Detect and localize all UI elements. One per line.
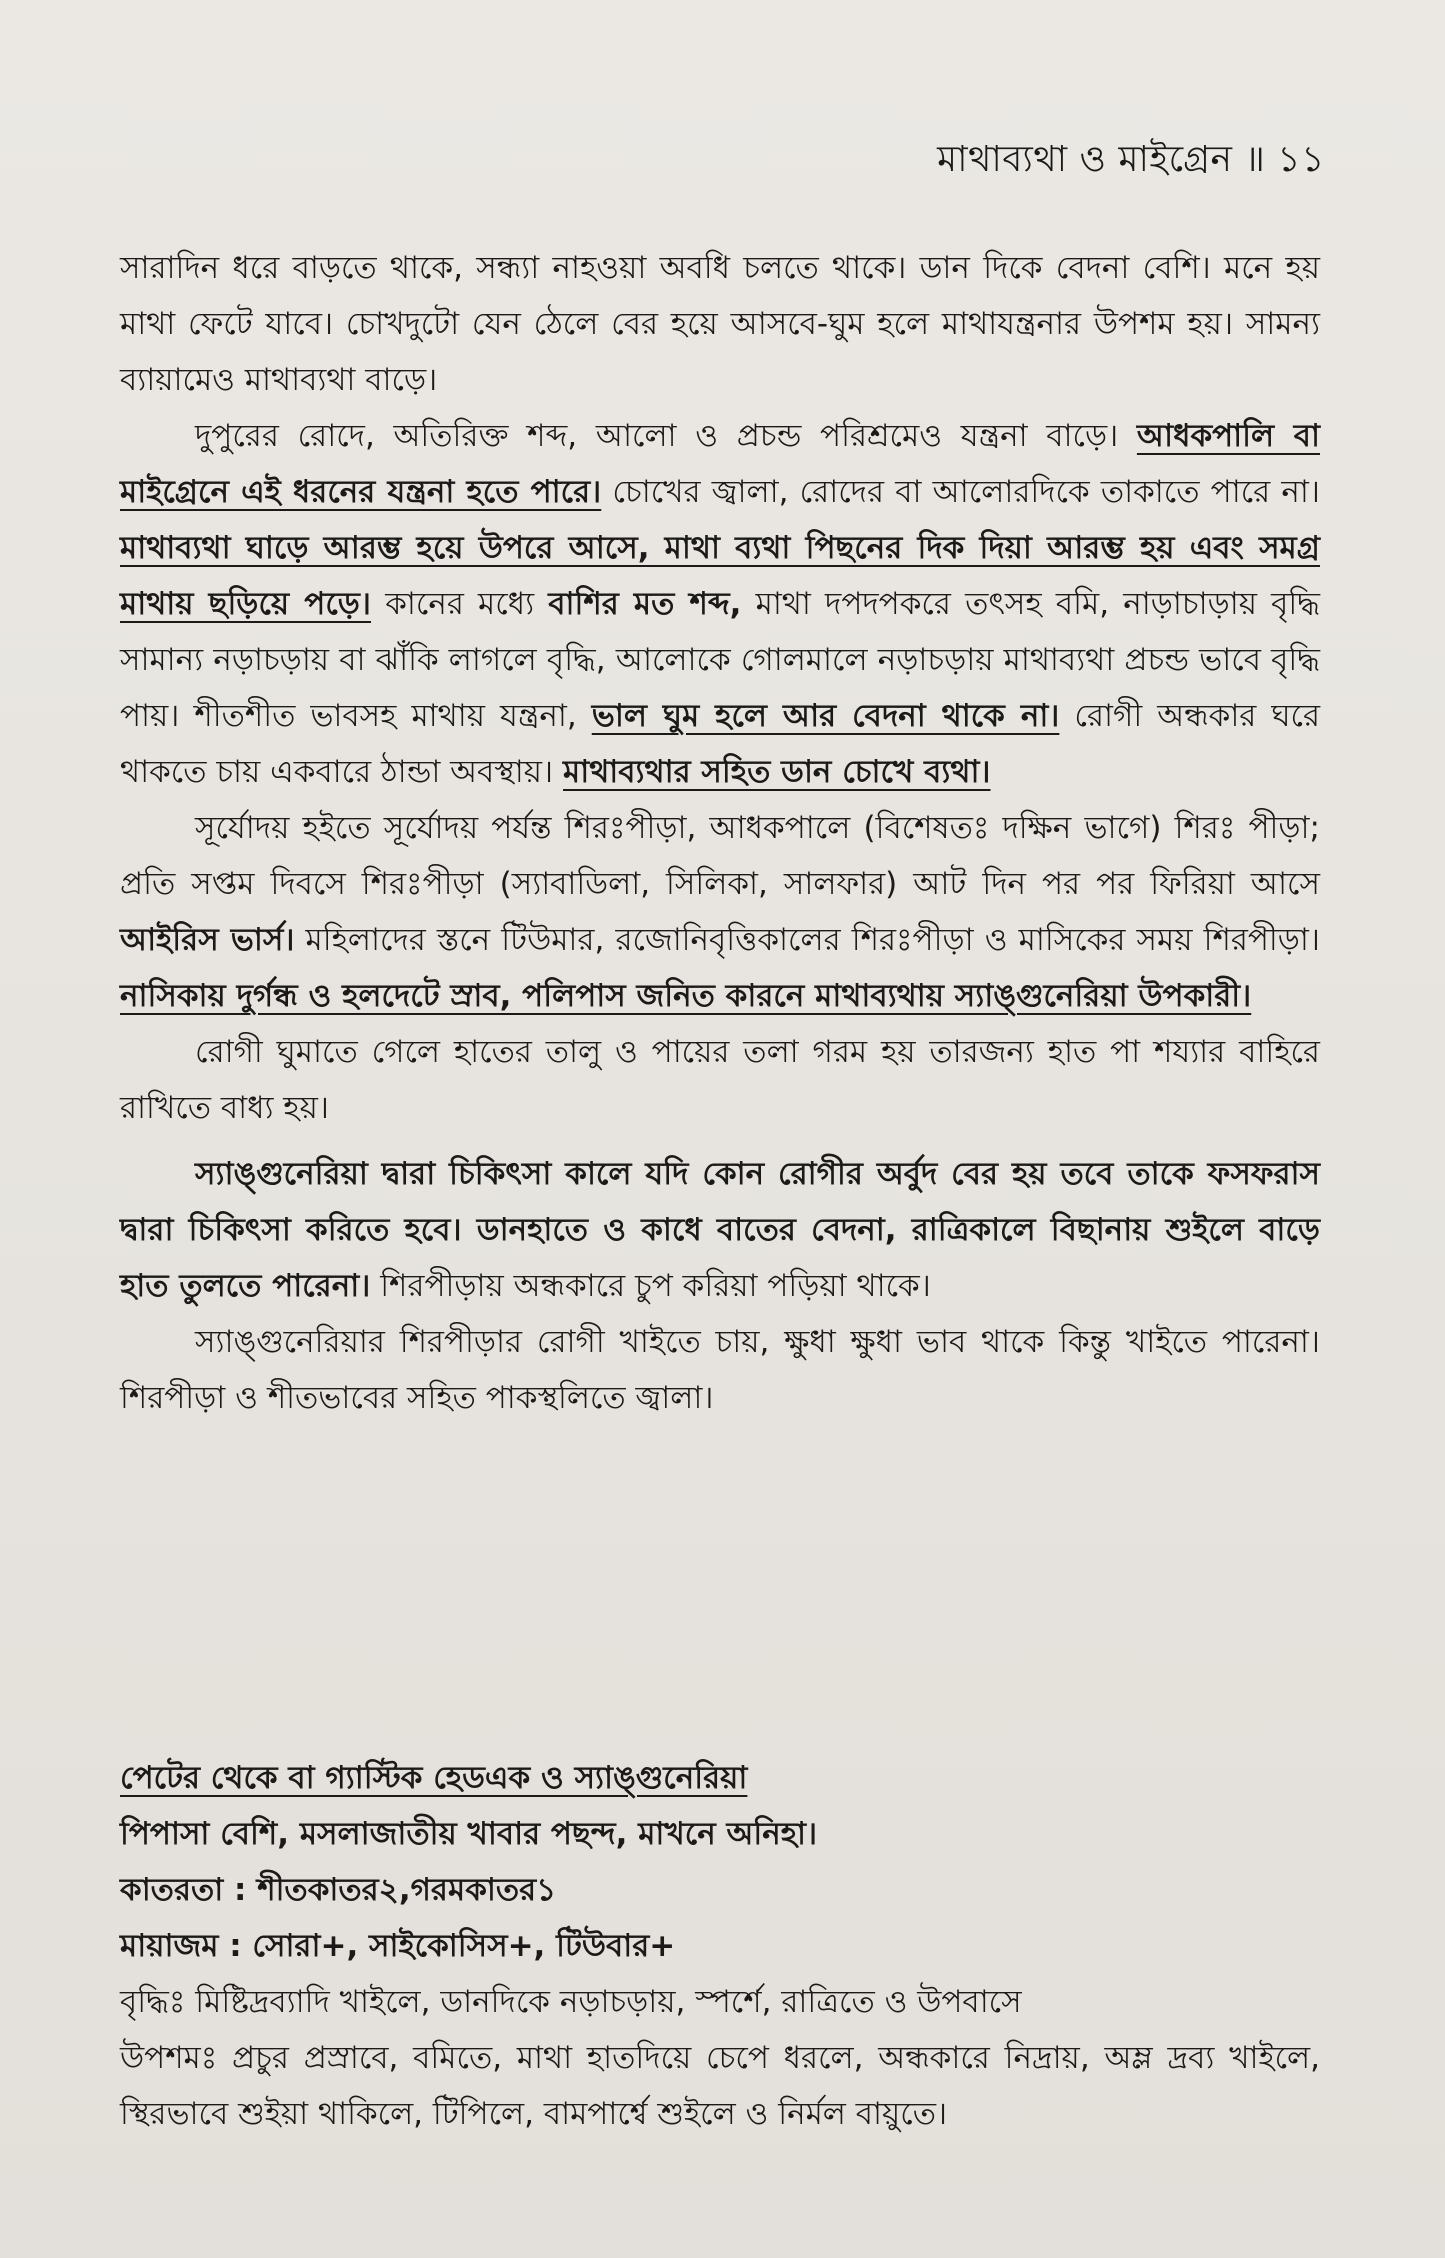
paragraph-4: রোগী ঘুমাতে গেলে হাতের তালু ও পায়ের তলা গরম হয় তারজন্য হাত পা শয্যার বাহিরে রাখিতে বাধ্য হয়। xyxy=(120,1034,1320,1126)
paragraph-3 xyxy=(120,800,1320,1024)
text: কানের মধ্যে xyxy=(385,586,535,622)
underlined-text: নাসিকায় দুর্গন্ধ ও হলদেটে স্রাব, পলিপাস জনিত কারনে মাথাব্যথায় স্যাঙ্গুনেরিয়া উপকারী। xyxy=(120,978,1252,1014)
text: মাথা দপদপকরে তৎসহ বমি, নাড়াচাড়ায় বৃদ্ধি সামান্য নড়াচড়ায় বা ঝাঁকি লাগলে বৃদ্ধি, আলোকে গোলমালে নড়াচড়ায় মাথাব্যথা প্রচন্ড ভাবে বৃদ্ধি পায়। শীতশীত ভাবসহ মাথায় যন্ত্রনা, xyxy=(120,586,1321,734)
underlined-text: মাথাব্যথার সহিত ডান চোখে ব্যথা। xyxy=(563,754,991,790)
paragraph-2 xyxy=(120,408,1320,800)
paragraph-5 xyxy=(120,1146,1320,1314)
text: চোখের জ্বালা, রোদের বা আলোরদিকে তাকাতে পারে না। xyxy=(612,474,1320,510)
summary-aggravation: বৃদ্ধিঃ মিষ্টিদ্রব্যাদি খাইলে, ডানদিকে নড়াচড়ায়, স্পর্শে, রাত্রিতে ও উপবাসে xyxy=(120,1984,1022,2020)
running-header: মাথাব্যথা ও মাইগ্রেন ॥ ১১ xyxy=(937,139,1325,180)
summary-sensitivity: কাতরতা : শীতকাতর২,গরমকাতর১ xyxy=(120,1872,557,1908)
summary-amelioration: উপশমঃ প্রচুর প্রস্রাবে, বমিতে, মাথা হাতদিয়ে চেপে ধরলে, অন্ধকারে নিদ্রায়, অম্ল দ্রব্য খাইলে, স্থিরভাবে শুইয়া থাকিলে, টিপিলে, বামপার্শ্বে শুইলে ও নির্মল বায়ুতে। xyxy=(120,2040,1320,2132)
summary-miasm: মায়াজম : সোরা+, সাইকোসিস+, টিউবার+ xyxy=(120,1928,676,1964)
bold-text: আইরিস ভার্স। xyxy=(120,922,295,958)
underlined-text: মাথাব্যথা ঘাড়ে আরম্ভ হয়ে উপরে আসে, মাথা ব্যথা পিছনের দিক দিয়া আরম্ভ হয় এবং সমগ্র মাথায় ছড়িয়ে পড়ে। xyxy=(120,530,1320,622)
underlined-text: আধকপালি বা মাইগ্রেনে এই ধরনের যন্ত্রনা হতে পারে। xyxy=(120,418,1320,510)
bold-text: বাশির মত শব্দ, xyxy=(548,586,742,622)
text: মহিলাদের স্তনে টিউমার, রজোনিবৃত্তিকালের শিরঃপীড়া ও মাসিকের সময় শিরপীড়া। xyxy=(305,922,1320,958)
text: দুপুরের রোদে, অতিরিক্ত শব্দ, আলো ও প্রচন্ড পরিশ্রমেও যন্ত্রনা বাড়ে। xyxy=(195,418,1119,454)
underlined-text: ভাল ঘুম হলে আর বেদনা থাকে না। xyxy=(591,698,1060,734)
summary-thirst: পিপাসা বেশি, মসলাজাতীয় খাবার পছন্দ, মাখনে অনিহা। xyxy=(120,1816,818,1852)
paragraph-6: স্যাঙ্গুনেরিয়ার শিরপীড়ার রোগী খাইতে চায়, ক্ষুধা ক্ষুধা ভাব থাকে কিন্তু খাইতে পারেনা। শিরপীড়া ও শীতভাবের সহিত পাকস্থলিতে জ্বালা। xyxy=(120,1324,1320,1416)
text: রোগী অন্ধকার ঘরে থাকতে চায় একবারে ঠান্ডা অবস্থায়। xyxy=(120,698,1321,790)
paragraph-1: সারাদিন ধরে বাড়তে থাকে, সন্ধ্যা নাহওয়া অবধি চলতে থাকে। ডান দিকে বেদনা বেশি। মনে হয় মাথা ফেটে যাবে। চোখদুটো যেন ঠেলে বের হয়ে আসবে-ঘুম হলে মাথাযন্ত্রনার উপশম হয়। সামন্য ব্যায়ামেও মাথাব্যথা বাড়ে। xyxy=(120,250,1320,398)
text: শিরপীড়ায় অন্ধকারে চুপ করিয়া পড়িয়া থাকে। xyxy=(380,1268,931,1304)
bold-text: স্যাঙ্গুনেরিয়া দ্বারা চিকিৎসা কালে যদি কোন রোগীর অর্বুদ বের হয় তবে তাকে ফসফরাস দ্বারা চিকিৎসা করিতে হবে। ডানহাতে ও কাধে বাতের বেদনা, রাত্রিকালে বিছানায় শুইলে বাড়ে হাত তুলতে পারেনা। xyxy=(120,1156,1320,1304)
summary-heading: পেটের থেকে বা গ্যাস্টিক হেডএক ও স্যাঙ্গুনেরিয়া xyxy=(120,1760,748,1796)
summary-section xyxy=(120,1750,1320,2142)
text: সূর্যোদয় হইতে সূর্যোদয় পর্যন্ত শিরঃপীড়া, আধকপালে (বিশেষতঃ দক্ষিন ভাগে) শিরঃ পীড়া; প্রতি সপ্তম দিবসে শিরঃপীড়া (স্যাবাডিলা, সিলিকা, সালফার) আট দিন পর পর ফিরিয়া আসে xyxy=(120,810,1320,902)
body-text xyxy=(120,240,1320,1426)
